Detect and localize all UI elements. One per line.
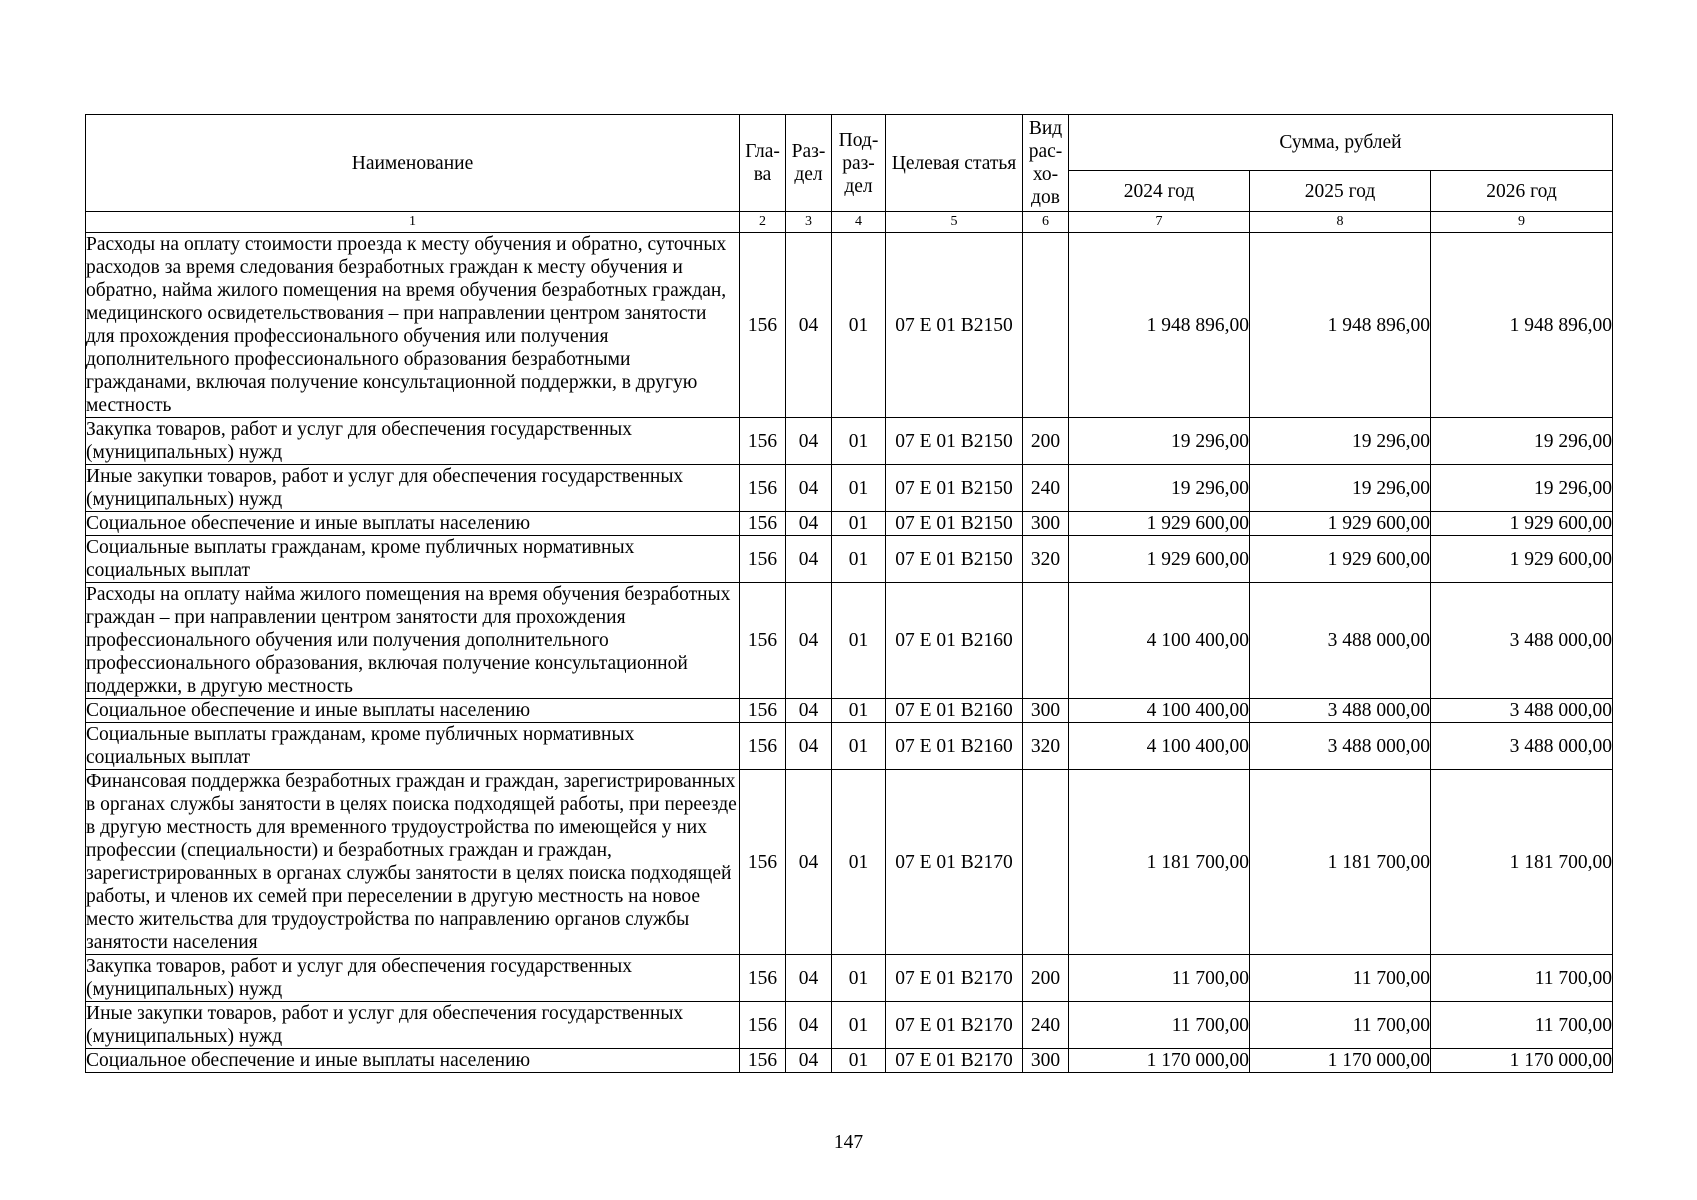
- header-section: Раз-дел: [786, 115, 832, 212]
- table-row: [86, 770, 1613, 955]
- row-name: Социальные выплаты гражданам, кроме публичных нормативных социальных выплат: [86, 536, 740, 583]
- row-sum-2025: 3 488 000,00: [1250, 699, 1431, 723]
- row-section: 04: [786, 699, 832, 723]
- row-sum-2025: 1 170 000,00: [1250, 1049, 1431, 1073]
- row-expense-type: [1023, 583, 1069, 699]
- row-sum-2026: 1 181 700,00: [1431, 770, 1613, 955]
- row-section: 04: [786, 418, 832, 465]
- row-subsection: 01: [832, 233, 886, 418]
- row-sum-2024: 4 100 400,00: [1069, 583, 1250, 699]
- table-row: [86, 699, 1613, 723]
- row-sum-2024: 11 700,00: [1069, 955, 1250, 1002]
- row-target: 07 Е 01 В2170: [886, 955, 1023, 1002]
- row-expense-type: 320: [1023, 723, 1069, 770]
- row-expense-type: 300: [1023, 1049, 1069, 1073]
- row-name: Закупка товаров, работ и услуг для обеспечения государственных (муниципальных) нужд: [86, 418, 740, 465]
- row-target: 07 Е 01 В2150: [886, 233, 1023, 418]
- row-sum-2025: 11 700,00: [1250, 955, 1431, 1002]
- row-subsection: 01: [832, 512, 886, 536]
- table-row: [86, 1049, 1613, 1073]
- row-chapter: 156: [740, 1002, 786, 1049]
- row-chapter: 156: [740, 512, 786, 536]
- column-index: 9: [1431, 212, 1613, 233]
- row-subsection: 01: [832, 583, 886, 699]
- column-index: 2: [740, 212, 786, 233]
- row-subsection: 01: [832, 770, 886, 955]
- table-body: [86, 233, 1613, 1073]
- row-sum-2026: 1 929 600,00: [1431, 536, 1613, 583]
- page-number: 147: [833, 1132, 864, 1153]
- row-section: 04: [786, 723, 832, 770]
- row-name: Иные закупки товаров, работ и услуг для обеспечения государственных (муниципальных) нужд: [86, 465, 740, 512]
- header-sum: Сумма, рублей: [1069, 115, 1613, 171]
- row-chapter: 156: [740, 699, 786, 723]
- row-chapter: 156: [740, 1049, 786, 1073]
- row-sum-2026: 11 700,00: [1431, 1002, 1613, 1049]
- header-year-2025: 2025 год: [1250, 171, 1431, 212]
- row-expense-type: 300: [1023, 512, 1069, 536]
- row-sum-2026: 19 296,00: [1431, 465, 1613, 512]
- row-sum-2026: 11 700,00: [1431, 955, 1613, 1002]
- row-sum-2024: 19 296,00: [1069, 418, 1250, 465]
- header-name: Наименование: [86, 115, 740, 212]
- row-name: Социальное обеспечение и иные выплаты населению: [86, 1049, 740, 1073]
- row-expense-type: 200: [1023, 418, 1069, 465]
- row-section: 04: [786, 512, 832, 536]
- row-section: 04: [786, 1002, 832, 1049]
- row-sum-2024: 1 929 600,00: [1069, 536, 1250, 583]
- row-sum-2026: 3 488 000,00: [1431, 583, 1613, 699]
- table-row: [86, 1002, 1613, 1049]
- row-section: 04: [786, 770, 832, 955]
- row-chapter: 156: [740, 723, 786, 770]
- column-index: 6: [1023, 212, 1069, 233]
- row-subsection: 01: [832, 1049, 886, 1073]
- row-section: 04: [786, 465, 832, 512]
- row-sum-2026: 1 948 896,00: [1431, 233, 1613, 418]
- row-target: 07 Е 01 В2170: [886, 1002, 1023, 1049]
- header-year-2024: 2024 год: [1069, 171, 1250, 212]
- row-expense-type: 200: [1023, 955, 1069, 1002]
- budget-table: [85, 114, 1613, 1073]
- row-target: 07 Е 01 В2170: [886, 1049, 1023, 1073]
- row-sum-2025: 1 948 896,00: [1250, 233, 1431, 418]
- row-sum-2024: 1 929 600,00: [1069, 512, 1250, 536]
- row-name: Социальное обеспечение и иные выплаты населению: [86, 512, 740, 536]
- row-subsection: 01: [832, 418, 886, 465]
- row-name: Закупка товаров, работ и услуг для обеспечения государственных (муниципальных) нужд: [86, 955, 740, 1002]
- row-subsection: 01: [832, 465, 886, 512]
- row-sum-2024: 4 100 400,00: [1069, 699, 1250, 723]
- table-row: [86, 465, 1613, 512]
- header-year-2026: 2026 год: [1431, 171, 1613, 212]
- row-target: 07 Е 01 В2150: [886, 418, 1023, 465]
- row-expense-type: 320: [1023, 536, 1069, 583]
- table-row: [86, 512, 1613, 536]
- row-sum-2025: 1 929 600,00: [1250, 512, 1431, 536]
- header-expense-type: Вид рас-хо-дов: [1023, 115, 1069, 212]
- column-index: 1: [86, 212, 740, 233]
- row-chapter: 156: [740, 418, 786, 465]
- row-name: Иные закупки товаров, работ и услуг для обеспечения государственных (муниципальных) нужд: [86, 1002, 740, 1049]
- row-expense-type: 300: [1023, 699, 1069, 723]
- row-target: 07 Е 01 В2160: [886, 583, 1023, 699]
- row-name: Социальные выплаты гражданам, кроме публичных нормативных социальных выплат: [86, 723, 740, 770]
- row-sum-2024: 19 296,00: [1069, 465, 1250, 512]
- row-name: Социальное обеспечение и иные выплаты населению: [86, 699, 740, 723]
- row-section: 04: [786, 1049, 832, 1073]
- row-name: Расходы на оплату стоимости проезда к месту обучения и обратно, суточных расходов за время следования безработных граждан к месту обучения и обратно, найма жилого помещения на время обучения безработных граждан, медицинского освидетельствования – при направлении центром занятости для прохождения профессионального обучения или получения дополнительного профессионального образования безработными гражданами, включая получение консультационной поддержки, в другую местность: [86, 233, 740, 418]
- row-sum-2025: 11 700,00: [1250, 1002, 1431, 1049]
- row-section: 04: [786, 536, 832, 583]
- table-row: [86, 418, 1613, 465]
- row-sum-2024: 1 170 000,00: [1069, 1049, 1250, 1073]
- row-sum-2025: 3 488 000,00: [1250, 723, 1431, 770]
- row-subsection: 01: [832, 536, 886, 583]
- row-sum-2026: 3 488 000,00: [1431, 699, 1613, 723]
- row-sum-2024: 4 100 400,00: [1069, 723, 1250, 770]
- row-sum-2025: 1 181 700,00: [1250, 770, 1431, 955]
- row-target: 07 Е 01 В2160: [886, 723, 1023, 770]
- column-index: 7: [1069, 212, 1250, 233]
- row-target: 07 Е 01 В2150: [886, 465, 1023, 512]
- row-expense-type: 240: [1023, 465, 1069, 512]
- column-index: 8: [1250, 212, 1431, 233]
- row-subsection: 01: [832, 699, 886, 723]
- table-row: [86, 723, 1613, 770]
- table-row: [86, 583, 1613, 699]
- header-subsection: Под-раз-дел: [832, 115, 886, 212]
- row-target: 07 Е 01 В2160: [886, 699, 1023, 723]
- row-expense-type: [1023, 770, 1069, 955]
- row-section: 04: [786, 233, 832, 418]
- row-subsection: 01: [832, 1002, 886, 1049]
- row-sum-2025: 19 296,00: [1250, 465, 1431, 512]
- row-target: 07 Е 01 В2170: [886, 770, 1023, 955]
- row-subsection: 01: [832, 723, 886, 770]
- row-sum-2026: 1 170 000,00: [1431, 1049, 1613, 1073]
- row-sum-2025: 19 296,00: [1250, 418, 1431, 465]
- row-sum-2024: 1 181 700,00: [1069, 770, 1250, 955]
- row-chapter: 156: [740, 770, 786, 955]
- row-target: 07 Е 01 В2150: [886, 512, 1023, 536]
- table-row: [86, 955, 1613, 1002]
- row-chapter: 156: [740, 583, 786, 699]
- header-chapter: Гла-ва: [740, 115, 786, 212]
- row-target: 07 Е 01 В2150: [886, 536, 1023, 583]
- row-sum-2025: 1 929 600,00: [1250, 536, 1431, 583]
- table-header: [86, 115, 1613, 233]
- row-section: 04: [786, 955, 832, 1002]
- column-index: 3: [786, 212, 832, 233]
- header-target: Целевая статья: [886, 115, 1023, 212]
- row-sum-2026: 3 488 000,00: [1431, 723, 1613, 770]
- row-section: 04: [786, 583, 832, 699]
- row-sum-2026: 19 296,00: [1431, 418, 1613, 465]
- row-chapter: 156: [740, 955, 786, 1002]
- row-sum-2024: 1 948 896,00: [1069, 233, 1250, 418]
- table-row: [86, 233, 1613, 418]
- column-index: 4: [832, 212, 886, 233]
- column-index-row: [86, 212, 1613, 233]
- row-subsection: 01: [832, 955, 886, 1002]
- table-row: [86, 536, 1613, 583]
- row-chapter: 156: [740, 536, 786, 583]
- row-sum-2025: 3 488 000,00: [1250, 583, 1431, 699]
- row-name: Финансовая поддержка безработных граждан и граждан, зарегистрированных в органах службы занятости в целях поиска подходящей работы, при переезде в другую местность для временного трудоустройства по имеющейся у них профессии (специальности) и безработных граждан и граждан, зарегистрированных в органах службы занятости в целях поиска подходящей работы, и членов их семей при переселении в другую местность на новое место жительства для трудоустройства по направлению органов службы занятости населения: [86, 770, 740, 955]
- row-chapter: 156: [740, 233, 786, 418]
- column-index: 5: [886, 212, 1023, 233]
- row-chapter: 156: [740, 465, 786, 512]
- row-sum-2024: 11 700,00: [1069, 1002, 1250, 1049]
- row-expense-type: [1023, 233, 1069, 418]
- row-sum-2026: 1 929 600,00: [1431, 512, 1613, 536]
- row-name: Расходы на оплату найма жилого помещения на время обучения безработных граждан – при направлении центром занятости для прохождения профессионального обучения или получения дополнительного профессионального образования, включая получение консультационной поддержки, в другую местность: [86, 583, 740, 699]
- row-expense-type: 240: [1023, 1002, 1069, 1049]
